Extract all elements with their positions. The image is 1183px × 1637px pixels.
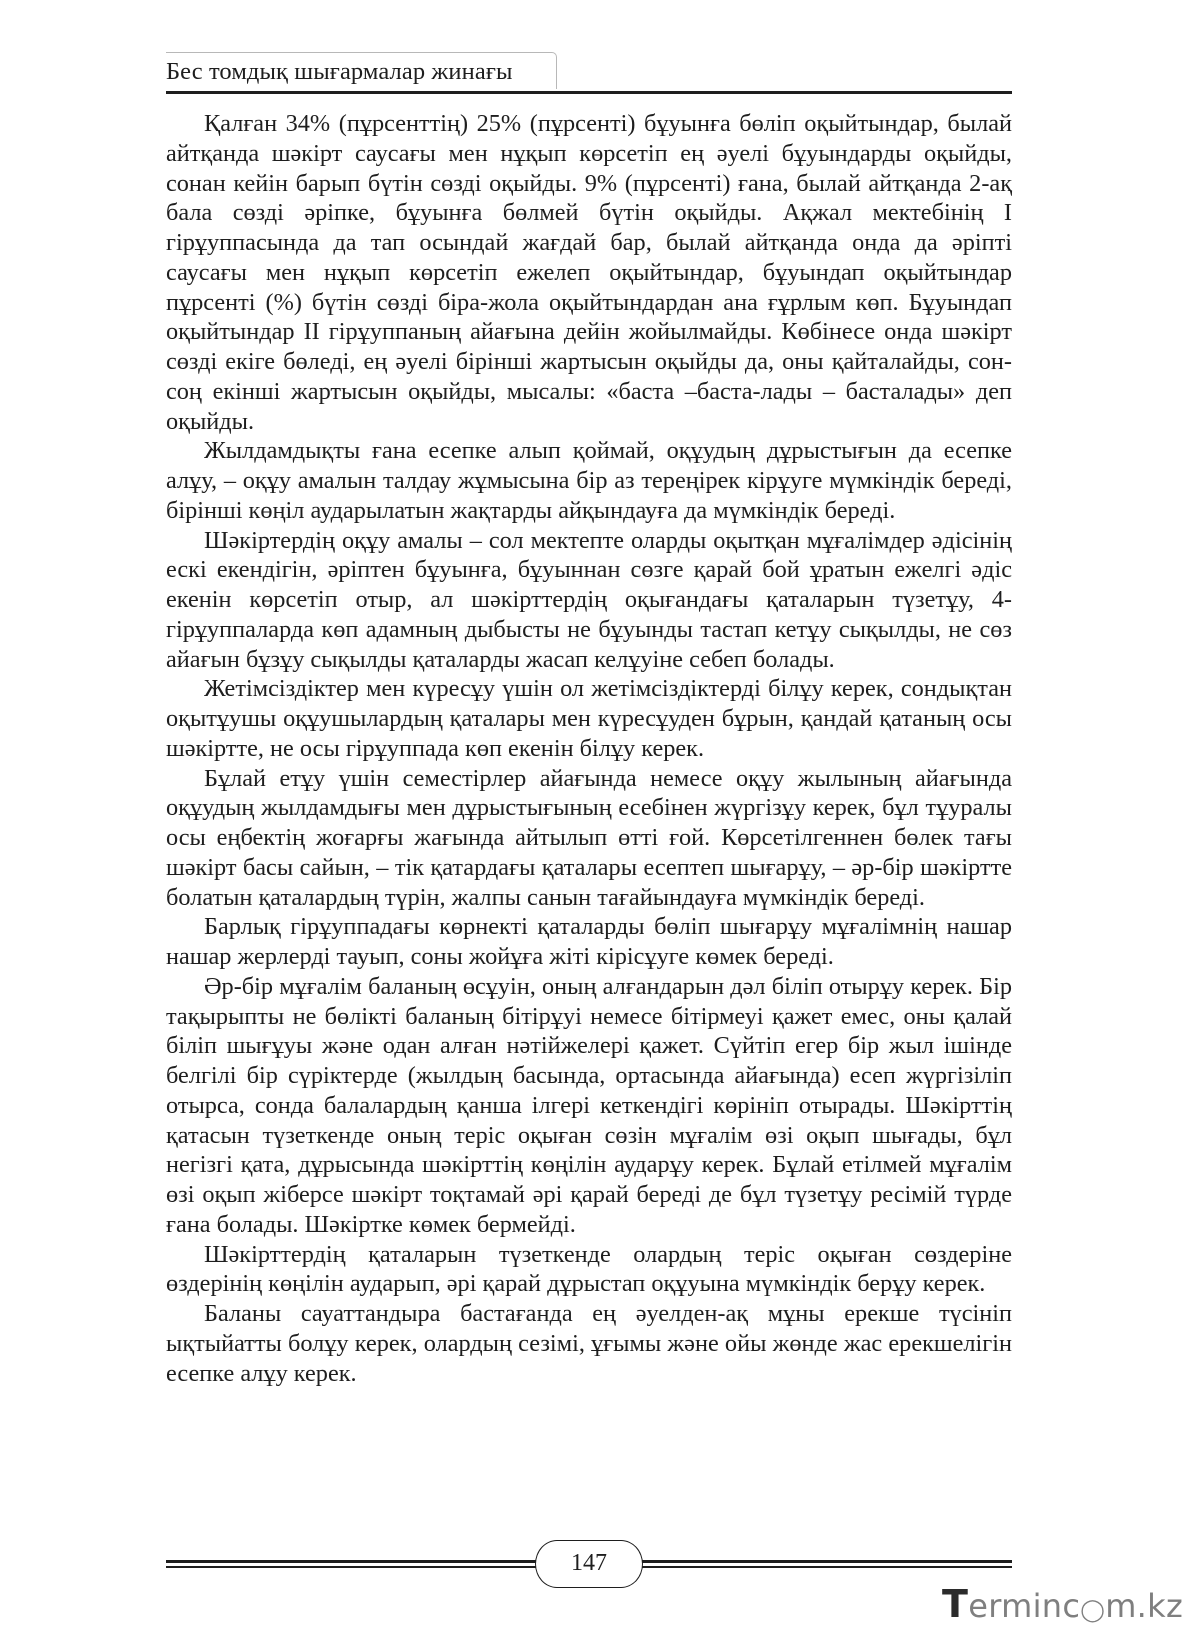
paragraph: Жылдамдықты ғана есепке алып қоймай, оқұудың дұрыстығын да есепке алұу, – оқұу амалын талдау жұмысына бір аз тереңірек кірұуге мүмкіндік береді, бірінші көңіл аударылатын жақтарды айқындауға да мүмкіндік береді. [166, 437, 1012, 524]
paragraph: Шәкірттердің қаталарын түзеткенде олардың теріс оқыған сөздеріне өздерінің көңілін аударып, әрі қарай дұрыстап оқұуына мүмкіндік берұу керек. [166, 1240, 1012, 1298]
page-body [166, 109, 1012, 1388]
footer-rule-right [642, 1560, 1012, 1568]
watermark-tail: m.kz [1105, 1587, 1183, 1625]
paragraph: Бұлай етұу үшін семестірлер айағында немесе оқұу жылының айағында оқұудың жылдамдығы мен дұрыстығының есебінен жүргізұу керек, бұл тұуралы осы еңбектің жоғарғы жағында айтылып өтті ғой. Көрсетілгеннен бөлек тағы шәкірт басы сайын, – тік қатардағы қаталары есептеп шығарұу, – әр-бір шәкіртте болатын қаталардың түрін, жалпы санын тағайындауға мүмкіндік береді. [166, 764, 1012, 911]
paragraph: Баланы сауаттандыра бастағанда ең әуелден-ақ мұны ерекше түсініп ықтыйатты болұу керек, олардың сезімі, ұғымы және ойы жөнде жас ерекшелігін есепке алұу керек. [166, 1300, 1012, 1387]
footer-rule-left [166, 1560, 536, 1568]
paragraph: Әр-бір мұғалім баланың өсұуін, оның алғандарын дәл біліп отырұу керек. Бір тақырыпты не бөлікті баланың бітірұуі немесе бітірмеуі қажет емес, оны қалай біліп шығұуы және одан алған нәтійжелері қажет. Сүйтіп егер бір жыл ішінде белгілі бір сүріктерде (жылдың басында, ортасында айағында) есеп жүргізіліп отырса, сонда балалардың қанша ілгері кеткендігі көрініп отырады. Шәкірттің қатасын түзеткенде оның теріс оқыған сөзін мұғалім өзі оқып шығады, бұл негізгі қата, дұрысында шәкірттің көңілін аударұу керек. Бұлай етілмей мұғалім өзі оқып жіберсе шәкірт тоқтамай әрі қарай береді де бұл түзетұу ресімій түрде ғана болады. Шәкіртке көмек бермейді. [166, 972, 1012, 1238]
watermark-glyph: ◯ [1080, 1598, 1106, 1623]
paragraph: Қалған 34% (пұрсенттің) 25% (пұрсенті) бұуынға бөліп оқыйтындар, былай айтқанда шәкірт саусағы мен нұқып көрсетіп ең әуелі бұуындарды оқыйды, сонан кейін барып бүтін сөзді оқыйды. 9% (пұрсенті) ғана, былай айтқанда 2-ақ бала сөзді әріпке, бұуынға бөлмей бүтін оқыйды. Ақжал мектебінің I гірұуппасында да тап осындай жағдай бар, былай айтқанда онда да әріпті саусағы мен нұқып көрсетіп ежелеп оқыйтындар, бұуындап оқыйтындар пұрсенті (%) бүтін сөзді біра-жола оқыйтындардан ана ғұрлым көп. Бұуындап оқыйтындар II гірұуппаның айағына дейін жойылмайды. Көбінесе онда шәкірт сөзді екіге бөледі, ең әуелі бірінші жартысын оқыйды да, оны қайталайды, сон-соң екінші жартысын оқыйды, мысалы: «баста –баста-лады – басталады» деп оқыйды. [166, 110, 1012, 435]
book-title: Бес томдық шығармалар жинағы [166, 58, 513, 85]
running-header [166, 52, 1012, 94]
paragraph: Жетімсіздіктер мен күресұу үшін ол жетімсіздіктерді білұу керек, сондықтан оқытұушы оқұушылардың қаталары мен күресұуден бұрын, қандай қатаның осы шәкіртте, не осы гірұуппада көп екенін білұу керек. [166, 675, 1012, 762]
paragraph: Шәкіртердің оқұу амалы – сол мектепте оларды оқытқан мұғалімдер әдісінің ескі екендігін, әріптен бұуынға, бұуыннан сөзге қарай бой ұратын ежелгі әдіс екенін көрсетіп отыр, ал шәкірттердің оқығандағы қаталарын түзетұу, 4-гірұуппаларда көп адамның дыбысты не бұуынды тастап кетұу сықылды, не сөз айағын бұзұу сықылды қаталарды жасап келұуіне себеп болады. [166, 526, 1012, 673]
watermark-initial: T [942, 1582, 969, 1626]
watermark-text: erminc [968, 1587, 1081, 1625]
page-number: 147 [535, 1540, 643, 1588]
header-rule [166, 91, 1012, 94]
page-footer [166, 1539, 1012, 1591]
paragraph: Барлық гірұуппадағы көрнекті қаталарды бөліп шығарұу мұғалімнің нашар нашар жерлерді тауып, соны жойұға жіті кірісұуге көмек береді. [166, 913, 1012, 970]
site-watermark-logo [942, 1582, 1183, 1626]
